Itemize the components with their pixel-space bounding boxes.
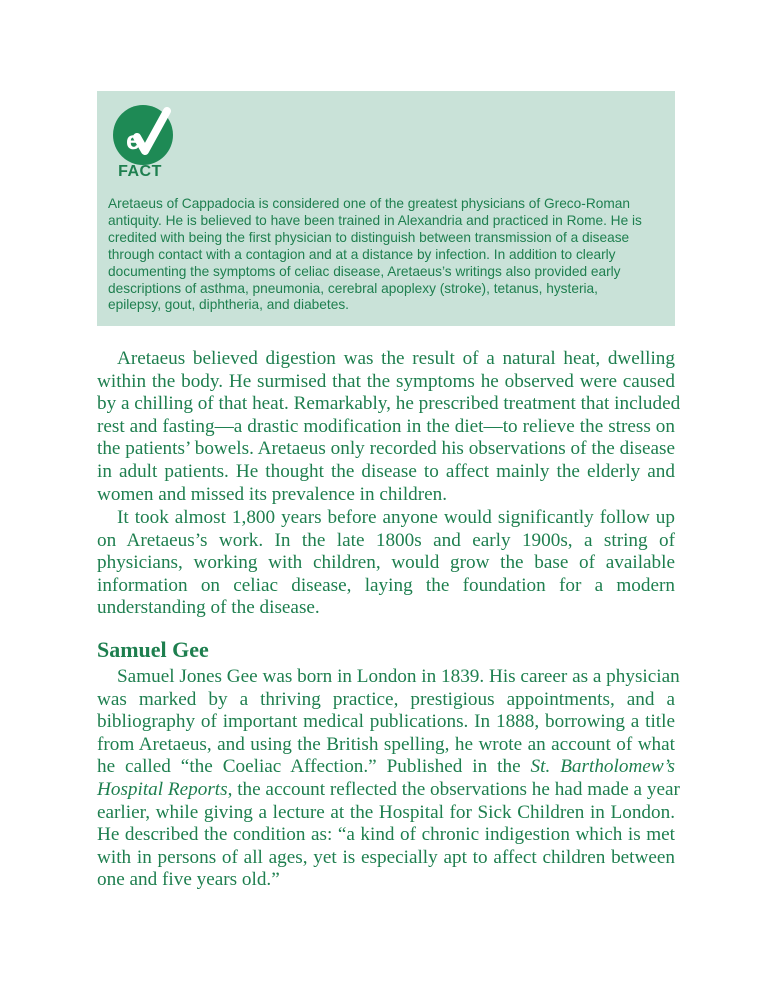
paragraph-line: by a chilling of that heat. Remarkably, he prescribed treatment that included bbox=[97, 393, 681, 415]
paragraph-line: with in persons of all ages, yet is especially apt to affect children between bbox=[97, 846, 675, 868]
logo-letter: e bbox=[126, 125, 141, 155]
paragraph-aretaeus-digestion bbox=[97, 348, 681, 506]
paragraph-line: Aretaeus believed digestion was the result of a natural heat, dwelling bbox=[117, 348, 675, 369]
section-heading: Samuel Gee bbox=[97, 637, 209, 662]
paragraph-line: from Aretaeus, and using the British spelling, he wrote an account of what bbox=[97, 733, 675, 755]
paragraph-line: physicians, working with children, would grow the base of available bbox=[97, 552, 675, 574]
fact-box bbox=[97, 91, 675, 326]
paragraph-text: , the account reflected the observations he had made a year bbox=[227, 778, 680, 800]
paragraph-line bbox=[97, 778, 680, 802]
paragraph-1800-years bbox=[97, 507, 675, 620]
paragraph-line: within the body. He surmised that the symptoms he observed were caused bbox=[97, 370, 675, 392]
paragraph-line: It took almost 1,800 years before anyone would significantly follow up bbox=[117, 507, 675, 528]
paragraph-line: on Aretaeus’s work. In the late 1800s and early 1900s, a string of bbox=[97, 529, 675, 551]
fact-label: FACT bbox=[118, 163, 162, 180]
paragraph-line: was marked by a thriving practice, prestigious appointments, and a bbox=[97, 688, 675, 710]
paragraph-line: one and five years old.” bbox=[97, 869, 280, 891]
fact-text-line: descriptions of asthma, pneumonia, cerebral apoplexy (stroke), tetanus, hysteria, bbox=[108, 280, 598, 296]
paragraph-line: rest and fasting—a drastic modification in the diet—to relieve the stress on bbox=[97, 415, 675, 437]
journal-title: Hospital Reports bbox=[97, 778, 228, 800]
paragraph-line: earlier, while giving a lecture at the Hospital for Sick Children in London. bbox=[97, 801, 675, 823]
fact-text-line: documenting the symptoms of celiac disease, Aretaeus’s writings also provided early bbox=[108, 263, 621, 279]
paragraph-line bbox=[97, 756, 675, 779]
paragraph-line: Samuel Jones Gee was born in London in 1839. His career as a physician bbox=[117, 666, 680, 687]
paragraph-line: He described the condition as: “a kind of chronic indigestion which is met bbox=[97, 824, 675, 846]
paragraph-samuel-gee bbox=[97, 666, 680, 892]
paragraph-text: he called “the Coeliac Affection.” Published in the bbox=[97, 756, 531, 778]
fact-text-line: through contact with a contagion and at a distance by infection. In addition to clearly bbox=[108, 246, 616, 262]
paragraph-line: the patients’ bowels. Aretaeus only recorded his observations of the disease bbox=[97, 438, 675, 460]
paragraph-line: women and missed its prevalence in children. bbox=[97, 483, 448, 505]
paragraph-line: understanding of the disease. bbox=[97, 597, 320, 619]
fact-text-line: antiquity. He is believed to have been trained in Alexandria and practiced in Rome. He is bbox=[108, 212, 642, 228]
fact-text-line: Aretaeus of Cappadocia is considered one of the greatest physicians of Greco-Roman bbox=[108, 196, 630, 211]
fact-text bbox=[108, 196, 668, 314]
paragraph-line: bibliography of important medical publications. In 1888, borrowing a title bbox=[97, 711, 675, 733]
paragraph-line: in adult patients. He thought the disease to affect mainly the elderly and bbox=[97, 460, 675, 482]
paragraph-line: information on celiac disease, laying the foundation for a modern bbox=[97, 574, 675, 596]
journal-title: St. Bartholomew’s bbox=[530, 756, 675, 778]
fact-text-line: epilepsy, gout, diphtheria, and diabetes. bbox=[108, 297, 349, 313]
fact-text-line: credited with being the first physician to distinguish between transmission of a disease bbox=[108, 229, 630, 245]
